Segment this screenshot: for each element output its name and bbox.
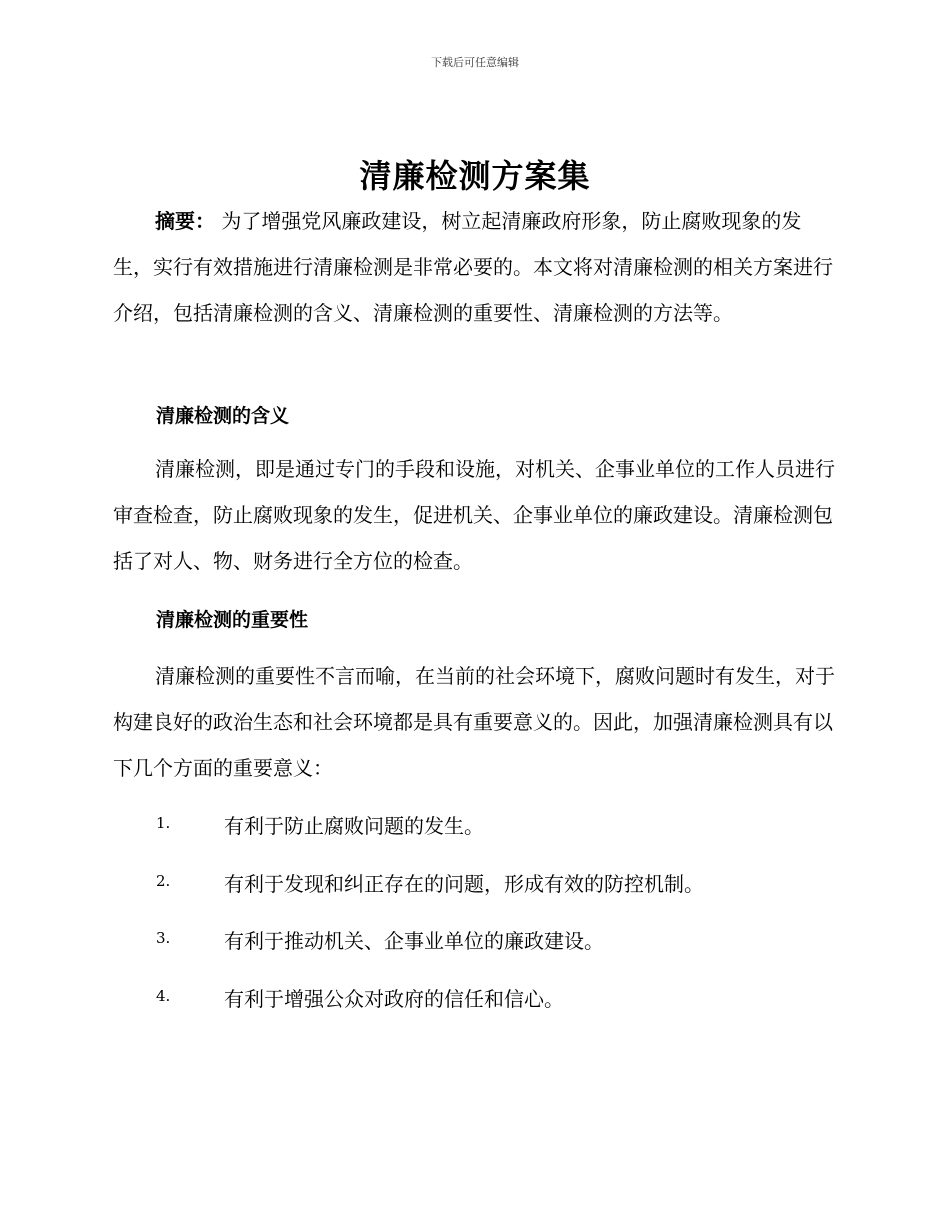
section-heading-importance: 清廉检测的重要性	[156, 609, 309, 631]
list-item-text: 有利于发现和纠正存在的问题，形成有效的防控机制。	[224, 872, 704, 896]
list-item-number: 2.	[156, 872, 171, 890]
section-body-meaning: 清廉检测，即是通过专门的手段和设施，对机关、企事业单位的工作人员进行审查检查，防止腐败现象的发生，促进机关、企事业单位的廉政建设。清廉检测包括了对人、物、财务进行全方位的检查。	[113, 457, 835, 573]
abstract-text: 为了增强党风廉政建设，树立起清廉政府形象，防止腐败现象的发生，实行有效措施进行清廉检测是非常必要的。本文将对清廉检测的相关方案进行介绍，包括清廉检测的含义、清廉检测的重要性、清廉检测的方法等。	[113, 209, 833, 325]
list-item-number: 4.	[156, 987, 171, 1005]
abstract-paragraph	[113, 198, 838, 336]
list-item-number: 3.	[156, 929, 171, 947]
section-body-importance: 清廉检测的重要性不言而喻，在当前的社会环境下，腐败问题时有发生，对于构建良好的政治生态和社会环境都是具有重要意义的。因此，加强清廉检测具有以下几个方面的重要意义：	[113, 664, 835, 780]
section-heading-meaning: 清廉检测的含义	[156, 405, 290, 427]
list-item-number: 1.	[156, 814, 171, 832]
list-item-text: 有利于增强公众对政府的信任和信心。	[224, 987, 564, 1011]
abstract-label: 摘要：	[155, 209, 215, 233]
document-title: 清廉检测方案集	[359, 157, 591, 195]
list-item-text: 有利于推动机关、企事业单位的廉政建设。	[224, 929, 604, 953]
page-header: 下载后可任意编辑	[431, 56, 519, 69]
list-item-text: 有利于防止腐败问题的发生。	[224, 814, 484, 838]
